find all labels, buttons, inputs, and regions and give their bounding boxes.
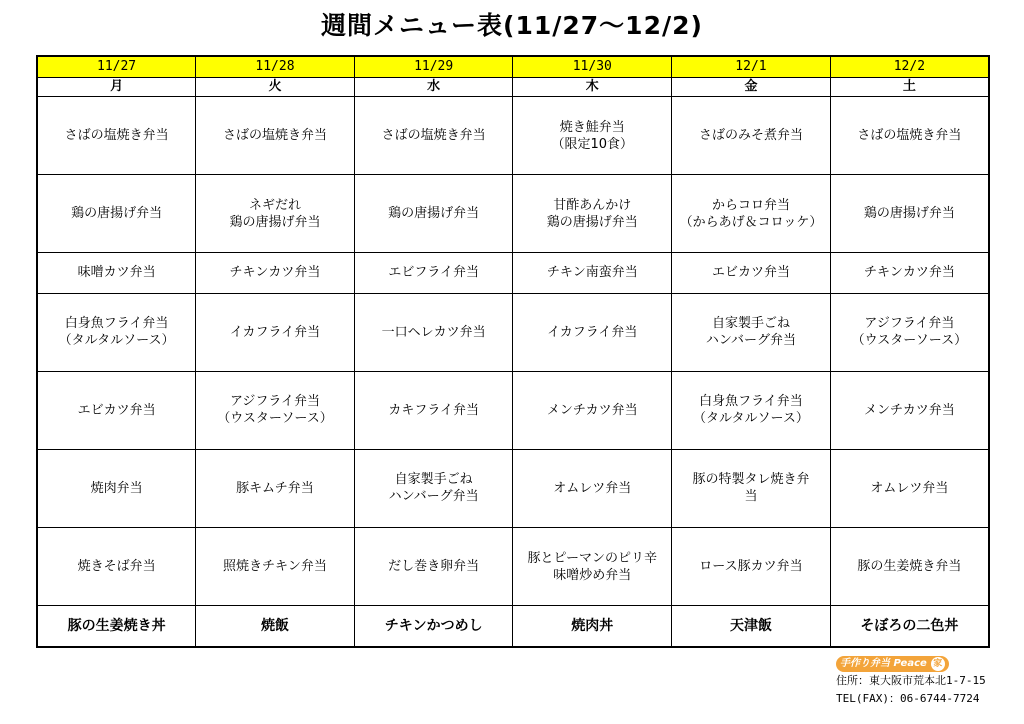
menu-row	[37, 449, 989, 527]
menu-item-cell: 自家製手ごね ハンバーグ弁当	[354, 449, 513, 527]
menu-item-cell: エビカツ弁当	[672, 253, 831, 293]
menu-row	[37, 293, 989, 371]
menu-item-cell: アジフライ弁当 （ウスターソース）	[830, 293, 989, 371]
menu-item-cell: エビフライ弁当	[354, 253, 513, 293]
shop-logo-text: 手作り弁当 Peace	[840, 658, 927, 669]
menu-row	[37, 253, 989, 293]
menu-item-cell: 豚キムチ弁当	[196, 449, 355, 527]
rice-bowl-cell: 天津飯	[672, 606, 831, 647]
shop-logo-badge	[836, 656, 949, 672]
weekday-cell: 木	[513, 78, 672, 97]
menu-item-cell: 鶏の唐揚げ弁当	[354, 175, 513, 253]
menu-item-cell: 甘酢あんかけ 鶏の唐揚げ弁当	[513, 175, 672, 253]
shop-logo	[836, 654, 1016, 672]
menu-item-cell: ロース豚カツ弁当	[672, 527, 831, 605]
menu-item-cell: 焼きそば弁当	[37, 527, 196, 605]
weekday-cell: 金	[672, 78, 831, 97]
menu-item-cell: 一口ヘレカツ弁当	[354, 293, 513, 371]
menu-item-cell: さばの塩焼き弁当	[196, 97, 355, 175]
menu-item-cell: イカフライ弁当	[513, 293, 672, 371]
weekly-menu-table	[36, 55, 990, 648]
menu-item-cell: 白身魚フライ弁当 （タルタルソース）	[37, 293, 196, 371]
menu-item-cell: オムレツ弁当	[513, 449, 672, 527]
menu-item-cell: メンチカツ弁当	[513, 371, 672, 449]
menu-item-cell: 焼き鮭弁当 （限定10食）	[513, 97, 672, 175]
menu-item-cell: エビカツ弁当	[37, 371, 196, 449]
date-cell: 11/28	[196, 56, 355, 78]
rice-bowl-cell: そぼろの二色丼	[830, 606, 989, 647]
menu-item-cell: 焼肉弁当	[37, 449, 196, 527]
rice-bowl-cell: 豚の生姜焼き丼	[37, 606, 196, 647]
menu-item-cell: ネギだれ 鶏の唐揚げ弁当	[196, 175, 355, 253]
menu-item-cell: 豚とピーマンのピリ辛 味噌炒め弁当	[513, 527, 672, 605]
rice-bowl-cell: 焼肉丼	[513, 606, 672, 647]
menu-row	[37, 527, 989, 605]
weekday-cell: 土	[830, 78, 989, 97]
menu-item-cell: チキンカツ弁当	[830, 253, 989, 293]
menu-item-cell: 自家製手ごね ハンバーグ弁当	[672, 293, 831, 371]
menu-item-cell: チキンカツ弁当	[196, 253, 355, 293]
menu-item-cell: さばの塩焼き弁当	[37, 97, 196, 175]
rice-bowl-cell: チキンかつめし	[354, 606, 513, 647]
menu-item-cell: さばの塩焼き弁当	[354, 97, 513, 175]
rice-bowl-row	[37, 606, 989, 647]
menu-item-cell: メンチカツ弁当	[830, 371, 989, 449]
date-cell: 11/27	[37, 56, 196, 78]
menu-item-cell: カキフライ弁当	[354, 371, 513, 449]
menu-item-cell: オムレツ弁当	[830, 449, 989, 527]
date-cell: 12/2	[830, 56, 989, 78]
menu-row	[37, 97, 989, 175]
menu-item-cell: からコロ弁当 （からあげ＆コロッケ）	[672, 175, 831, 253]
shop-info	[836, 654, 1016, 708]
menu-item-cell: だし巻き卵弁当	[354, 527, 513, 605]
menu-item-cell: 鶏の唐揚げ弁当	[37, 175, 196, 253]
weekday-cell: 月	[37, 78, 196, 97]
menu-item-cell: アジフライ弁当 （ウスターソース）	[196, 371, 355, 449]
shop-address: 住所：東大阪市荒本北1-7-15	[836, 674, 986, 687]
menu-item-cell: 豚の生姜焼き弁当	[830, 527, 989, 605]
date-cell: 11/29	[354, 56, 513, 78]
menu-item-cell: 白身魚フライ弁当 （タルタルソース）	[672, 371, 831, 449]
weekday-cell: 火	[196, 78, 355, 97]
menu-item-cell: さばの塩焼き弁当	[830, 97, 989, 175]
date-cell: 12/1	[672, 56, 831, 78]
menu-item-cell: 鶏の唐揚げ弁当	[830, 175, 989, 253]
date-cell: 11/30	[513, 56, 672, 78]
menu-item-cell: チキン南蛮弁当	[513, 253, 672, 293]
rice-bowl-cell: 焼飯	[196, 606, 355, 647]
menu-row	[37, 175, 989, 253]
page-title: 週間メニュー表(11/27～12/2)	[321, 11, 703, 40]
weekday-header-row	[37, 78, 989, 97]
menu-item-cell: イカフライ弁当	[196, 293, 355, 371]
menu-item-cell: さばのみそ煮弁当	[672, 97, 831, 175]
date-header-row	[37, 56, 989, 78]
menu-item-cell: 照焼きチキン弁当	[196, 527, 355, 605]
shop-phone: TEL(FAX)：06-6744-7724	[836, 692, 980, 705]
weekday-cell: 水	[354, 78, 513, 97]
menu-row	[37, 371, 989, 449]
menu-item-cell: 味噌カツ弁当	[37, 253, 196, 293]
house-icon: 家	[931, 657, 945, 671]
menu-item-cell: 豚の特製タレ焼き弁 当	[672, 449, 831, 527]
